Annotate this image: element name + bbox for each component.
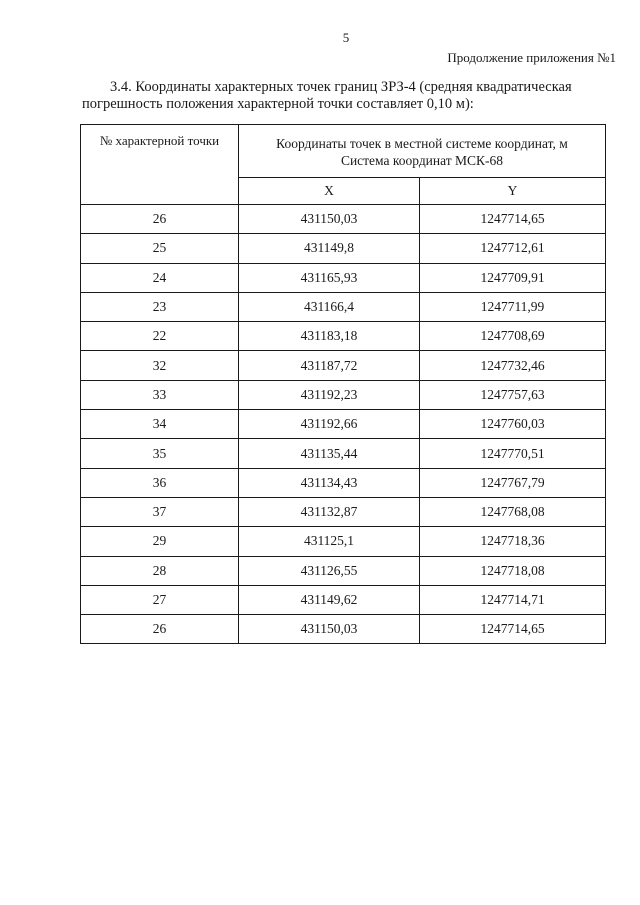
cell-y: 1247718,08 (420, 556, 606, 585)
cell-point-number: 33 (81, 380, 239, 409)
cell-point-number: 35 (81, 439, 239, 468)
table-row (81, 380, 606, 409)
cell-point-number: 24 (81, 263, 239, 292)
cell-y: 1247768,08 (420, 497, 606, 526)
cell-x: 431150,03 (239, 615, 420, 644)
cell-x: 431187,72 (239, 351, 420, 380)
table-header (81, 125, 606, 205)
cell-point-number: 25 (81, 234, 239, 263)
table-row (81, 351, 606, 380)
cell-point-number: 29 (81, 527, 239, 556)
cell-y: 1247711,99 (420, 292, 606, 321)
cell-x: 431135,44 (239, 439, 420, 468)
cell-point-number: 37 (81, 497, 239, 526)
table-row (81, 410, 606, 439)
table-row (81, 263, 606, 292)
cell-y: 1247770,51 (420, 439, 606, 468)
cell-x: 431125,1 (239, 527, 420, 556)
cell-y: 1247714,65 (420, 615, 606, 644)
cell-x: 431166,4 (239, 292, 420, 321)
cell-point-number: 34 (81, 410, 239, 439)
appendix-continuation-note: Продолжение приложения №1 (447, 50, 616, 65)
table-row (81, 234, 606, 263)
cell-x: 431192,66 (239, 410, 420, 439)
coordinates-table (80, 124, 606, 644)
cell-x: 431150,03 (239, 205, 420, 234)
cell-x: 431126,55 (239, 556, 420, 585)
cell-x: 431149,8 (239, 234, 420, 263)
table-row (81, 439, 606, 468)
cell-x: 431149,62 (239, 585, 420, 614)
intro-line-1: 3.4. Координаты характерных точек границ ЗРЗ-4 (средняя квадратическая (110, 79, 572, 95)
page-number: 5 (342, 30, 350, 45)
cell-point-number: 32 (81, 351, 239, 380)
cell-point-number: 26 (81, 205, 239, 234)
section-intro-paragraph (82, 79, 612, 113)
table-row (81, 468, 606, 497)
cell-point-number: 27 (81, 585, 239, 614)
cell-x: 431134,43 (239, 468, 420, 497)
table-row (81, 556, 606, 585)
cell-y: 1247760,03 (420, 410, 606, 439)
cell-y: 1247714,71 (420, 585, 606, 614)
cell-y: 1247732,46 (420, 351, 606, 380)
cell-point-number: 36 (81, 468, 239, 497)
cell-y: 1247709,91 (420, 263, 606, 292)
header-point-number: № характерной точки (81, 125, 239, 205)
table-row (81, 497, 606, 526)
intro-line-2: погрешность положения характерной точки составляет 0,10 м): (82, 96, 474, 112)
table-body (81, 205, 606, 644)
header-coordinates-group (239, 125, 606, 178)
header-y: Y (420, 178, 606, 205)
cell-x: 431192,23 (239, 380, 420, 409)
table-row (81, 615, 606, 644)
cell-x: 431132,87 (239, 497, 420, 526)
header-coordinates-line-2: Система координат МСК-68 (340, 153, 504, 168)
cell-y: 1247708,69 (420, 322, 606, 351)
cell-point-number: 23 (81, 292, 239, 321)
header-coordinates-line-1: Координаты точек в местной системе координат, м (276, 136, 568, 151)
cell-y: 1247767,79 (420, 468, 606, 497)
header-x: X (239, 178, 420, 205)
cell-y: 1247714,65 (420, 205, 606, 234)
cell-point-number: 22 (81, 322, 239, 351)
cell-point-number: 28 (81, 556, 239, 585)
cell-y: 1247712,61 (420, 234, 606, 263)
cell-y: 1247757,63 (420, 380, 606, 409)
table-row (81, 585, 606, 614)
cell-x: 431183,18 (239, 322, 420, 351)
cell-point-number: 26 (81, 615, 239, 644)
table-row (81, 527, 606, 556)
table-row (81, 292, 606, 321)
cell-x: 431165,93 (239, 263, 420, 292)
table-row (81, 322, 606, 351)
table-row (81, 205, 606, 234)
cell-y: 1247718,36 (420, 527, 606, 556)
